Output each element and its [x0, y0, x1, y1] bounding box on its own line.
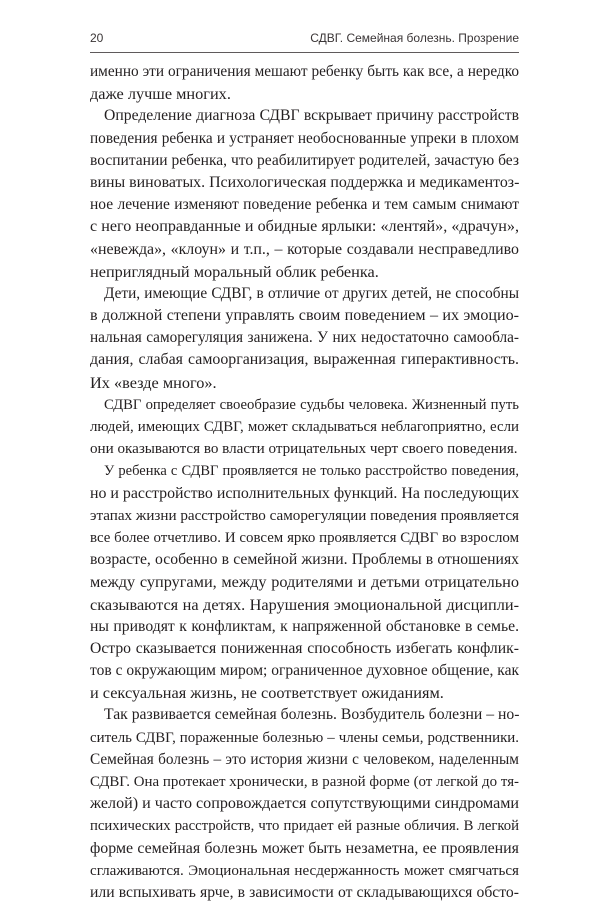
text-line: Определение диагноза СДВГ вскрывает причину расстройств: [104, 107, 519, 125]
text-line: ное лечение изменяют поведение ребенка и тем самым снимают: [90, 196, 519, 214]
running-head: [90, 28, 519, 48]
text-line: форме семейная болезнь может быть незаметна, ее проявления: [90, 839, 519, 857]
text-line: У ребенка с СДВГ проявляется не только расстройство поведения,: [104, 463, 519, 480]
text-line: и сексуальная жизнь, не соответствует ожиданиям.: [90, 683, 444, 703]
body-text: [90, 61, 519, 904]
text-line: Семейная болезнь – это история жизни с человеком, наделенным: [90, 750, 519, 768]
text-line: Так развивается семейная болезнь. Возбудитель болезни – но-: [104, 706, 520, 724]
text-line: в должной степени управлять своим поведением – их эмоцио-: [90, 307, 519, 325]
text-line: они оказываются во власти отрицательных черт своего поведения.: [90, 441, 518, 458]
header-rule: [90, 52, 519, 53]
text-line: даже лучше многих.: [90, 84, 231, 104]
text-line: сглаживаются. Эмоциональная несдержанность может смягчаться: [90, 862, 519, 879]
running-title: СДВГ. Семейная болезнь. Прозрение: [310, 31, 519, 45]
page-number: 20: [90, 31, 104, 45]
text-line: Их «везде много».: [90, 372, 217, 392]
text-line: с него неоправданные и обидные ярлыки: «лентяй», «драчун»,: [90, 218, 519, 236]
text-line: Остро сказывается пониженная способность избегать конфлик-: [90, 639, 519, 657]
text-line: вины виноватых. Психологическая поддержка и медикаментоз-: [90, 173, 520, 191]
text-line: именно эти ограничения мешают ребенку быть как все, а нередко: [90, 63, 519, 80]
text-line: ситель СДВГ, пораженные болезнью – члены семьи, родственники.: [90, 729, 519, 746]
text-line: СДВГ. Она протекает хронически, в разной форме (от легкой до тя-: [90, 774, 519, 790]
text-line: людей, имеющих СДВГ, может складываться неблагоприятно, если: [90, 419, 519, 435]
text-line: дания, слабая самоорганизация, выраженная гиперактивность.: [90, 351, 519, 369]
text-line: психических расстройств, что придает ей разные обличия. В легкой: [90, 818, 519, 835]
text-line: этапах жизни расстройство саморегуляции поведения проявляется: [90, 507, 519, 524]
text-line: между супругами, между родителями и детьми отрицательно: [90, 572, 519, 592]
text-line: ны приводят к конфликтам, к напряженной обстановке в семье.: [90, 617, 519, 635]
text-line: возрасте, особенно в семейной жизни. Проблемы в отношениях: [90, 551, 519, 569]
text-line: СДВГ определяет своеобразие судьбы человека. Жизненный путь: [104, 396, 519, 413]
text-line: воспитании ребенка, что реабилитирует родителей, зачастую без: [90, 151, 519, 169]
text-line: неприглядный моральный облик ребенка.: [90, 261, 379, 281]
text-line: но и расстройство исполнительных функций. На последующих: [90, 484, 520, 502]
text-line: тов с окружающим миром; ограниченное духовное общение, как: [90, 662, 519, 680]
text-line: поведения ребенка и устраняет необоснованные упреки в плохом: [90, 129, 519, 147]
text-line: или вспыхивать ярче, в зависимости от складывающихся обсто-: [90, 883, 519, 901]
text-line: нальная саморегуляция занижена. У них недостаточно самообла-: [90, 329, 519, 347]
text-line: Дети, имеющие СДВГ, в отличие от других детей, не способны: [104, 284, 519, 302]
text-line: сказываются на детях. Нарушения эмоциональной дисципли-: [90, 594, 519, 614]
text-line: все более отчетливо. И совсем ярко проявляется СДВГ во взрослом: [90, 529, 519, 546]
text-line: «невежда», «клоун» и т.п., – которые создавали несправедливо: [90, 240, 519, 258]
text-line: желой) и часто сопровождается сопутствующими синдромами: [90, 795, 520, 813]
